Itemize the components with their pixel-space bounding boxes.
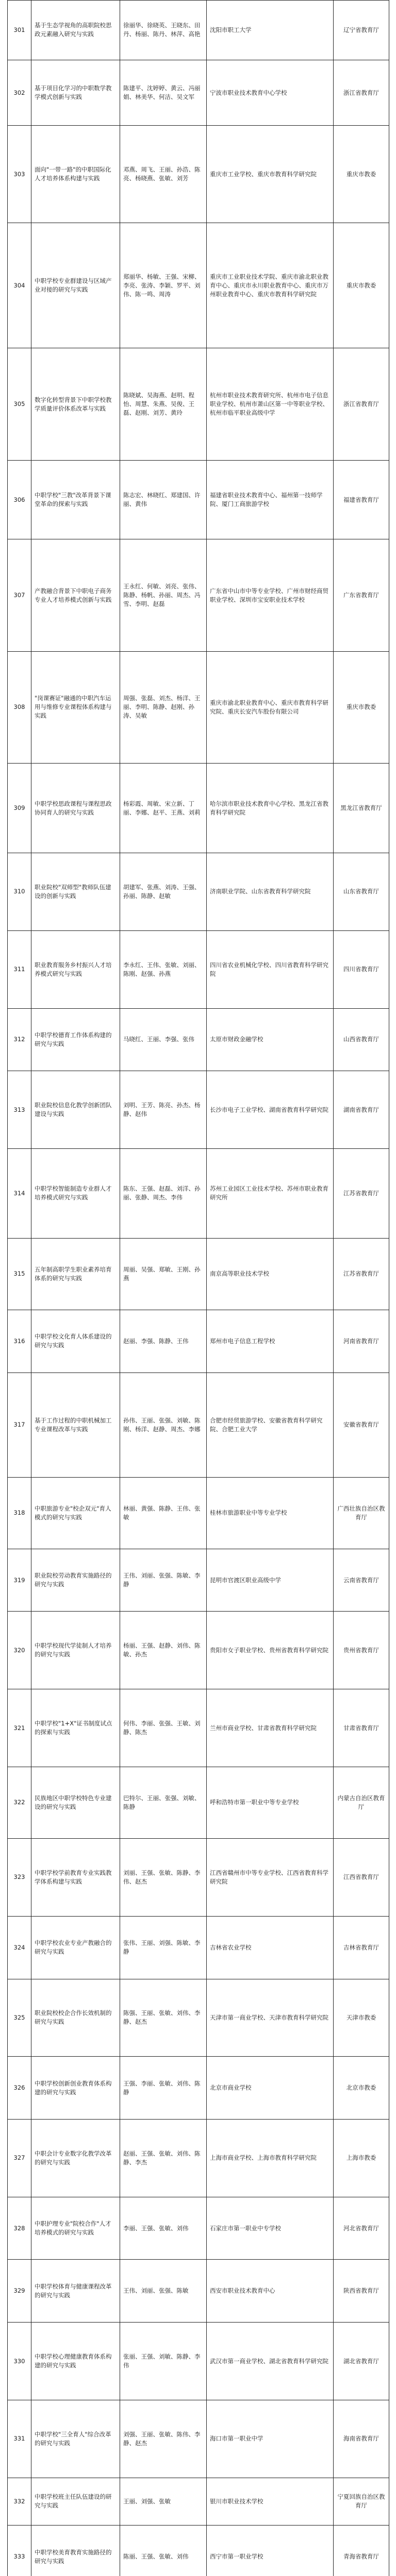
- row-number: 323: [8, 1839, 31, 1917]
- row-number: 312: [8, 1008, 31, 1071]
- achievement-title: 中职学校文化育人体系建设的研究与实践: [31, 1310, 120, 1372]
- authors-cell: 郑丽华、杨敏、王强、宋柳、李亮、张涛、李颖、罗平、刘伟、陈一鸣、周涛: [120, 223, 207, 348]
- table-row: [8, 764, 389, 853]
- authors-cell: 马晓红、王丽、李强、张伟: [120, 1008, 207, 1071]
- units-cell: 呼和浩特市第一职业中等专业学校: [207, 1767, 334, 1838]
- row-number: 318: [8, 1477, 31, 1549]
- achievement-title: 职业院校校企合作长效机制的研究与实践: [31, 1979, 120, 2057]
- row-number: 311: [8, 930, 31, 1008]
- row-number: 329: [8, 2260, 31, 2323]
- authors-cell: 王伟、刘丽、张强、陈敏: [120, 2260, 207, 2323]
- table-row: [8, 348, 389, 460]
- units-cell: 郑州市电子信息工程学校: [207, 1310, 334, 1372]
- achievement-title: 中职学校心理健康教育体系构建的研究与实践: [31, 2323, 120, 2400]
- achievement-title: 中职学校思政课程与课程思政协同育人的研究与实践: [31, 764, 120, 853]
- achievement-title: 基于生态学视角的高职院校思政元素融入研究与实践: [31, 1, 120, 60]
- authors-cell: 王永红、何敏、刘亮、张伟、陈静、杨帆、孙丽、周杰、冯雪、李明、赵磊: [120, 539, 207, 651]
- achievement-title: 中职学校"三全育人"综合改革的研究与实践: [31, 2400, 120, 2478]
- row-number: 301: [8, 1, 31, 60]
- table-row: [8, 2526, 389, 2576]
- units-cell: 桂林市旅游职业中等专业学校: [207, 1477, 334, 1549]
- units-cell: 江西省赣州市中等专业学校、江西省教育科学研究院: [207, 1839, 334, 1917]
- recommending-unit: 江苏省教育厅: [334, 1148, 389, 1238]
- table-row: [8, 223, 389, 348]
- table-row: [8, 1238, 389, 1310]
- authors-cell: 王丽、刘强、张敏: [120, 2478, 207, 2526]
- achievement-title: 中职学校智能制造专业群人才培养模式研究与实践: [31, 1148, 120, 1238]
- recommending-unit: 河北省教育厅: [334, 2197, 389, 2260]
- recommending-unit: 湖北省教育厅: [334, 2323, 389, 2400]
- table-row: [8, 1979, 389, 2057]
- row-number: 303: [8, 126, 31, 223]
- table-row: [8, 1008, 389, 1071]
- units-cell: 银川市职业技术学校: [207, 2478, 334, 2526]
- authors-cell: 邓燕、周飞、王丽、孙浩、陈亮、杨晓燕、张敏、刘芳: [120, 126, 207, 223]
- units-cell: 上海市商业学校、上海市教育科学研究院: [207, 2119, 334, 2197]
- units-cell: 西安市职业技术教育中心: [207, 2260, 334, 2323]
- row-number: 309: [8, 764, 31, 853]
- units-cell: 四川省农业机械化学校、四川省教育科学研究院: [207, 930, 334, 1008]
- achievement-title: 中职学校专业群建设与区域产业对接的研究与实践: [31, 223, 120, 348]
- achievement-title: 民族地区中职学校特色专业建设的研究与实践: [31, 1767, 120, 1838]
- table-row: [8, 460, 389, 539]
- table-row: [8, 1839, 389, 1917]
- row-number: 313: [8, 1071, 31, 1149]
- units-cell: 太原市财政金融学校: [207, 1008, 334, 1071]
- row-number: 317: [8, 1372, 31, 1477]
- authors-cell: 何伟、李丽、张强、王敏、刘静、陈杰: [120, 1689, 207, 1767]
- recommending-unit: 北京市教委: [334, 2057, 389, 2120]
- row-number: 308: [8, 651, 31, 763]
- row-number: 333: [8, 2526, 31, 2576]
- table-row: [8, 651, 389, 763]
- table-row: [8, 2260, 389, 2323]
- table-row: [8, 1612, 389, 1689]
- row-number: 305: [8, 348, 31, 460]
- achievement-title: 中职学校学前教育专业实践教学体系构建与实践: [31, 1839, 120, 1917]
- row-number: 331: [8, 2400, 31, 2478]
- achievement-title: 中职学校班主任队伍建设的研究与实践: [31, 2478, 120, 2526]
- achievement-title: 中职旅游专业"校企双元"育人模式的研究与实践: [31, 1477, 120, 1549]
- authors-cell: 陈强、王丽、张敏、刘伟、李静、赵杰: [120, 1979, 207, 2057]
- units-cell: 重庆市工业学校、重庆市教育科学研究院: [207, 126, 334, 223]
- recommending-unit: 陕西省教育厅: [334, 2260, 389, 2323]
- recommending-unit: 安徽省教育厅: [334, 1372, 389, 1477]
- table-row: [8, 1071, 389, 1149]
- achievement-title: 中职学校体育与健康课程改革的研究与实践: [31, 2260, 120, 2323]
- recommending-unit: 湖南省教育厅: [334, 1071, 389, 1149]
- authors-cell: 张伟、王丽、刘强、陈敏、李静: [120, 1916, 207, 1979]
- achievement-title: 中职学校美育教育实施路径的研究与实践: [31, 2526, 120, 2576]
- row-number: 304: [8, 223, 31, 348]
- row-number: 326: [8, 2057, 31, 2120]
- recommending-unit: 宁夏回族自治区教育厅: [334, 2478, 389, 2526]
- achievement-title: 职业院校信息化教学创新团队建设与实践: [31, 1071, 120, 1149]
- recommending-unit: 云南省教育厅: [334, 1549, 389, 1612]
- achievement-title: 五年制高职学生职业素养培育体系的研究与实践: [31, 1238, 120, 1310]
- row-number: 324: [8, 1916, 31, 1979]
- achievement-title: 产教融合背景下中职电子商务专业人才培养模式创新与实践: [31, 539, 120, 651]
- table-body: [8, 1, 389, 2576]
- table-row: [8, 2119, 389, 2197]
- achievements-table: [7, 0, 389, 2576]
- units-cell: 武汉市第一商业学校、湖北省教育科学研究院: [207, 2323, 334, 2400]
- authors-cell: 巴特尔、王丽、张强、刘敏、陈静: [120, 1767, 207, 1838]
- row-number: 321: [8, 1689, 31, 1767]
- row-number: 330: [8, 2323, 31, 2400]
- recommending-unit: 四川省教育厅: [334, 930, 389, 1008]
- units-cell: 吉林省农业学校: [207, 1916, 334, 1979]
- achievement-title: 面向"一带一路"的中职国际化人才培养体系构建与实践: [31, 126, 120, 223]
- recommending-unit: 浙江省教育厅: [334, 348, 389, 460]
- units-cell: 苏州工业园区工业技术学校、苏州市职业教育研究所: [207, 1148, 334, 1238]
- table-row: [8, 2478, 389, 2526]
- table-row: [8, 1310, 389, 1372]
- recommending-unit: 江苏省教育厅: [334, 1238, 389, 1310]
- authors-cell: 赵丽、李强、陈静、王伟: [120, 1310, 207, 1372]
- recommending-unit: 山西省教育厅: [334, 1008, 389, 1071]
- table-row: [8, 1477, 389, 1549]
- recommending-unit: 天津市教委: [334, 1979, 389, 2057]
- table-row: [8, 1, 389, 60]
- authors-cell: 刘明、王芳、陈亮、孙杰、杨静、赵伟: [120, 1071, 207, 1149]
- recommending-unit: 上海市教委: [334, 2119, 389, 2197]
- table-row: [8, 2323, 389, 2400]
- table-row: [8, 1916, 389, 1979]
- units-cell: 哈尔滨市职业技术教育中心学校、黑龙江省教育科学研究院: [207, 764, 334, 853]
- table-row: [8, 1689, 389, 1767]
- units-cell: 福建省职业技术教育中心、福州第一技师学院、厦门工商旅游学校: [207, 460, 334, 539]
- recommending-unit: 山东省教育厅: [334, 853, 389, 931]
- achievement-title: 职业教育服务乡村振兴人才培养模式研究与实践: [31, 930, 120, 1008]
- recommending-unit: 广东省教育厅: [334, 539, 389, 651]
- table-row: [8, 1767, 389, 1838]
- recommending-unit: 吉林省教育厅: [334, 1916, 389, 1979]
- units-cell: 昆明市官渡区职业高级中学: [207, 1549, 334, 1612]
- recommending-unit: 重庆市教委: [334, 126, 389, 223]
- authors-cell: 杨彩霞、周敏、宋立新、丁丽、李娜、赵平、王燕、刘莉: [120, 764, 207, 853]
- table-row: [8, 1148, 389, 1238]
- table-row: [8, 539, 389, 651]
- table-row: [8, 2057, 389, 2120]
- authors-cell: 孙伟、王丽、张强、刘敏、陈刚、杨洋、赵静、周杰、李娜: [120, 1372, 207, 1477]
- authors-cell: 陈丽、王强、张敏、刘伟: [120, 2526, 207, 2576]
- units-cell: 重庆市渝北职业教育中心、重庆市教育科学研究院、重庆长安汽车股份有限公司: [207, 651, 334, 763]
- row-number: 302: [8, 60, 31, 126]
- recommending-unit: 贵州省教育厅: [334, 1612, 389, 1689]
- authors-cell: 张丽、王强、刘敏、陈静、李伟: [120, 2323, 207, 2400]
- recommending-unit: 福建省教育厅: [334, 460, 389, 539]
- table-row: [8, 853, 389, 931]
- units-cell: 重庆市工业职业技术学院、重庆市渝北职业教育中心、重庆市永川职业教育中心、重庆市万州职业教育中心、重庆市教育科学研究院: [207, 223, 334, 348]
- row-number: 332: [8, 2478, 31, 2526]
- achievement-title: 职业院校劳动教育实施路径的研究与实践: [31, 1549, 120, 1612]
- achievement-title: 基于工作过程的中职机械加工专业课程改革与实践: [31, 1372, 120, 1477]
- recommending-unit: 江西省教育厅: [334, 1839, 389, 1917]
- recommending-unit: 重庆市教委: [334, 651, 389, 763]
- units-cell: 天津市第一商业学校、天津市教育科学研究院: [207, 1979, 334, 2057]
- authors-cell: 陈晓斌、吴海燕、赵明、程怡、周慧、朱燕、吴俊、王磊、赵刚、刘芳、黄玲: [120, 348, 207, 460]
- row-number: 322: [8, 1767, 31, 1838]
- table-row: [8, 2400, 389, 2478]
- table-row: [8, 126, 389, 223]
- achievement-title: 中职学校"三教"改革背景下课堂革命的探索与实践: [31, 460, 120, 539]
- units-cell: 海口市第一职业中学: [207, 2400, 334, 2478]
- authors-cell: 周丽、吴强、郑敏、王刚、孙燕: [120, 1238, 207, 1310]
- achievement-title: 数字化转型背景下中职学校教学质量评价体系改革与实践: [31, 348, 120, 460]
- row-number: 307: [8, 539, 31, 651]
- achievement-title: 中职学校德育工作体系构建的研究与实践: [31, 1008, 120, 1071]
- authors-cell: 陈建平、沈婷婷、黄云、冯丽娟、林美华、何洁、吴文军: [120, 60, 207, 126]
- authors-cell: 陈东、王强、赵磊、刘洋、孙丽、张静、周杰、李伟: [120, 1148, 207, 1238]
- authors-cell: 杨丽、王强、赵静、刘伟、陈敏、孙杰: [120, 1612, 207, 1689]
- units-cell: 济南职业学院、山东省教育科学研究院: [207, 853, 334, 931]
- row-number: 319: [8, 1549, 31, 1612]
- recommending-unit: 广西壮族自治区教育厅: [334, 1477, 389, 1549]
- units-cell: 合肥市经贸旅游学校、安徽省教育科学研究院、合肥工业大学: [207, 1372, 334, 1477]
- recommending-unit: 重庆市教委: [334, 223, 389, 348]
- units-cell: 北京市商业学校: [207, 2057, 334, 2120]
- row-number: 327: [8, 2119, 31, 2197]
- units-cell: 南京高等职业技术学校: [207, 1238, 334, 1310]
- table-row: [8, 1372, 389, 1477]
- authors-cell: 陈志宏、林晓红、郑建国、许丽、黄伟: [120, 460, 207, 539]
- units-cell: 杭州市职业技术教育研究所、杭州市电子信息职业学校、杭州市萧山区第一中等职业学校、杭州市临平职业高级中学: [207, 348, 334, 460]
- units-cell: 贵阳市女子职业学校、贵州省教育科学研究院: [207, 1612, 334, 1689]
- recommending-unit: 黑龙江省教育厅: [334, 764, 389, 853]
- authors-cell: 林丽、黄强、陈静、王伟、张敏: [120, 1477, 207, 1549]
- row-number: 325: [8, 1979, 31, 2057]
- achievement-title: 基于项目化学习的中职数学教学模式创新与实践: [31, 60, 120, 126]
- units-cell: 宁波市职业技术教育中心学校: [207, 60, 334, 126]
- row-number: 320: [8, 1612, 31, 1689]
- row-number: 314: [8, 1148, 31, 1238]
- authors-cell: 刘强、王丽、张敏、陈伟、李静、赵杰: [120, 2400, 207, 2478]
- units-cell: 广东省中山市中等专业学校、广州市财经商贸职业学校、深圳市宝安职业技术学校: [207, 539, 334, 651]
- authors-cell: 胡建军、张燕、刘涛、王强、孙丽、陈静、赵敏: [120, 853, 207, 931]
- row-number: 306: [8, 460, 31, 539]
- achievement-title: 中职学校现代学徒制人才培养的研究与实践: [31, 1612, 120, 1689]
- recommending-unit: 海南省教育厅: [334, 2400, 389, 2478]
- recommending-unit: 浙江省教育厅: [334, 60, 389, 126]
- table-row: [8, 60, 389, 126]
- recommending-unit: 青海省教育厅: [334, 2526, 389, 2576]
- row-number: 310: [8, 853, 31, 931]
- authors-cell: 王伟、刘丽、张强、陈敏、李静: [120, 1549, 207, 1612]
- authors-cell: 周强、张磊、刘杰、杨洋、王丽、李明、陈静、赵刚、孙涛、吴敏: [120, 651, 207, 763]
- achievement-title: 中职学校创新创业教育体系构建的研究与实践: [31, 2057, 120, 2120]
- row-number: 316: [8, 1310, 31, 1372]
- authors-cell: 徐丽华、徐晓英、王晓东、田丹、杨丽、陈丹、林萍、高艳: [120, 1, 207, 60]
- achievement-title: 中职学校农业专业产教融合的研究与实践: [31, 1916, 120, 1979]
- achievement-title: 中职会计专业数字化教学改革的研究与实践: [31, 2119, 120, 2197]
- units-cell: 石家庄市第一职业中专学校: [207, 2197, 334, 2260]
- authors-cell: 李丽、王强、张敏、刘伟: [120, 2197, 207, 2260]
- units-cell: 兰州市商业学校、甘肃省教育科学研究院: [207, 1689, 334, 1767]
- authors-cell: 李永红、王伟、张敏、刘丽、陈刚、赵强、孙燕: [120, 930, 207, 1008]
- table-row: [8, 2197, 389, 2260]
- units-cell: 长沙市电子工业学校、湖南省教育科学研究院: [207, 1071, 334, 1149]
- achievement-title: 中职护理专业"院校合作"人才培养模式的研究与实践: [31, 2197, 120, 2260]
- recommending-unit: 河南省教育厅: [334, 1310, 389, 1372]
- recommending-unit: 甘肃省教育厅: [334, 1689, 389, 1767]
- table-row: [8, 930, 389, 1008]
- units-cell: 西宁市第一职业学校: [207, 2526, 334, 2576]
- authors-cell: 王强、李丽、张敏、刘伟、陈静: [120, 2057, 207, 2120]
- authors-cell: 刘丽、王强、张敏、陈静、李伟、赵杰: [120, 1839, 207, 1917]
- row-number: 315: [8, 1238, 31, 1310]
- units-cell: 沈阳市职工大学: [207, 1, 334, 60]
- achievement-title: 中职学校"1+X"证书制度试点的探索与实践: [31, 1689, 120, 1767]
- recommending-unit: 辽宁省教育厅: [334, 1, 389, 60]
- authors-cell: 赵丽、王强、张敏、刘伟、陈静、李杰: [120, 2119, 207, 2197]
- recommending-unit: 内蒙古自治区教育厅: [334, 1767, 389, 1838]
- table-row: [8, 1549, 389, 1612]
- row-number: 328: [8, 2197, 31, 2260]
- achievement-title: 职业院校"双师型"教师队伍建设的创新与实践: [31, 853, 120, 931]
- achievement-title: "岗课赛证"融通的中职汽车运用与维修专业课程体系构建与实践: [31, 651, 120, 763]
